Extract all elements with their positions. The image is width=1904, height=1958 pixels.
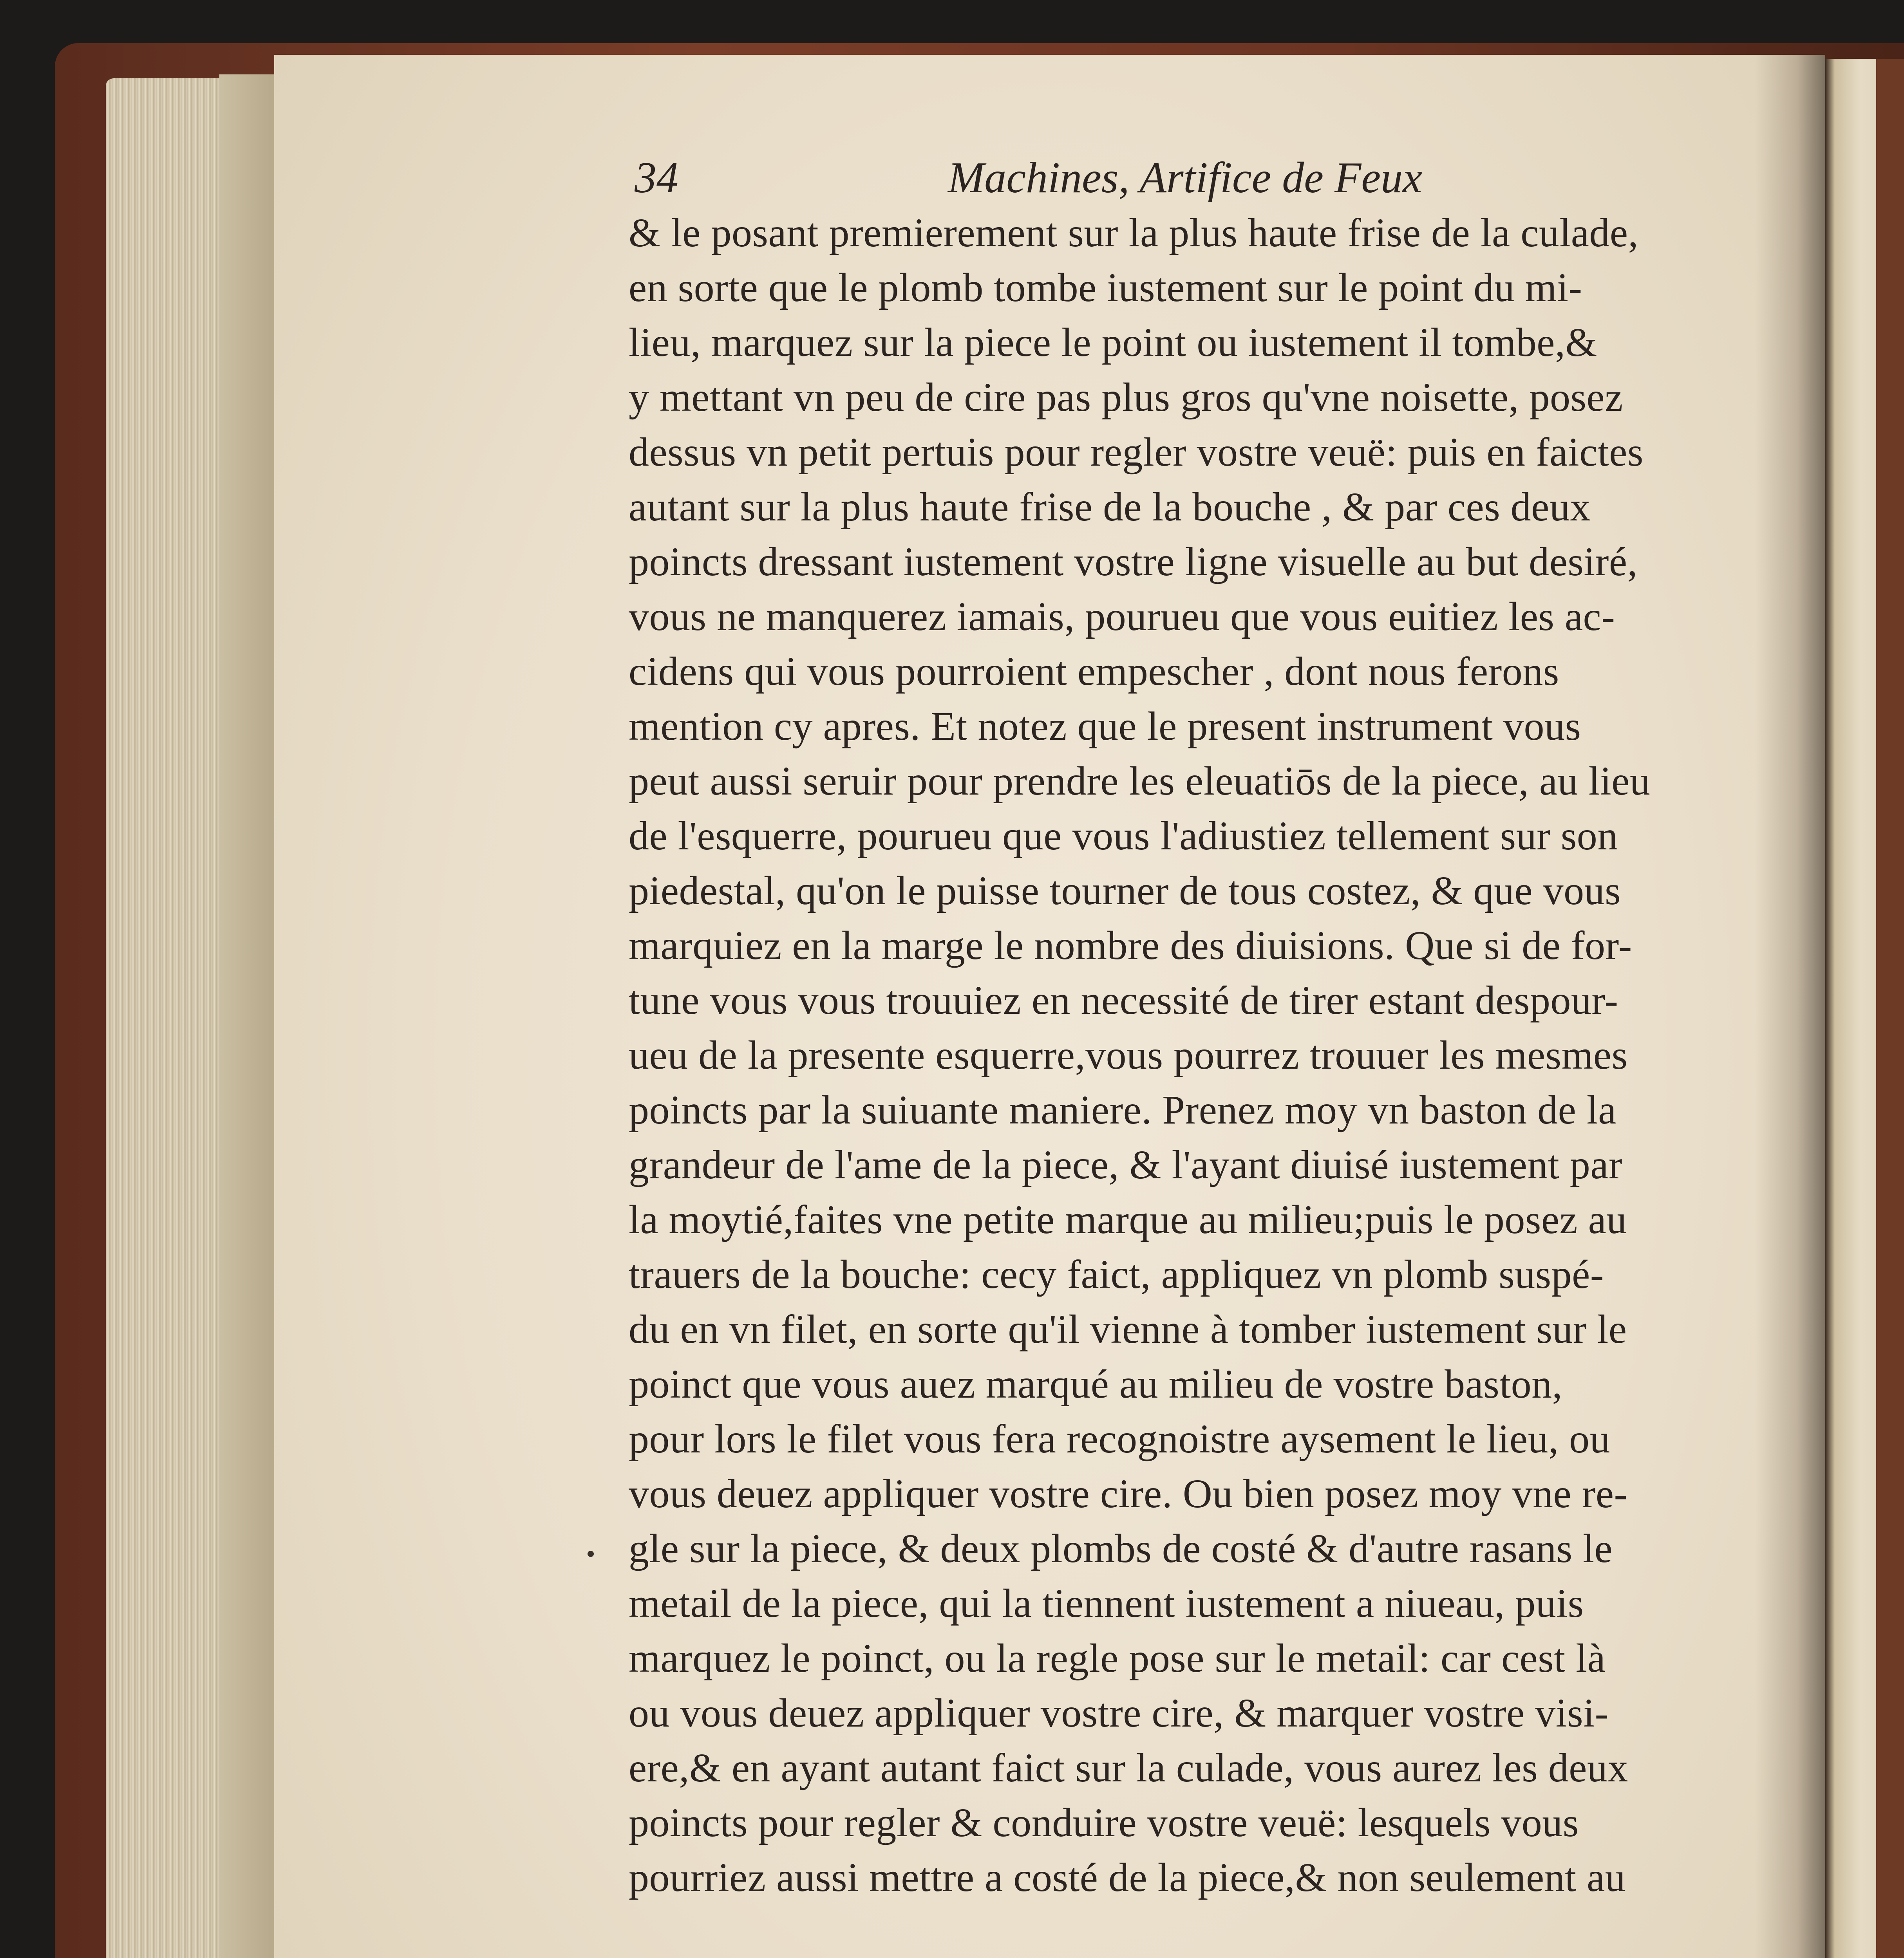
text-line: vous deuez appliquer vostre cire. Ou bien posez moy vne re- xyxy=(629,1471,1628,1516)
text-line: du en vn filet, en sorte qu'il vienne à tomber iustement sur le xyxy=(629,1307,1627,1352)
text-line: ou vous deuez appliquer vostre cire, & marquer vostre visi- xyxy=(629,1691,1609,1736)
text-line: mention cy apres. Et notez que le present instrument vous xyxy=(629,704,1581,749)
text-line: cidens qui vous pourroient empescher , dont nous ferons xyxy=(629,649,1559,694)
text-line: marquez le poinct, ou la regle pose sur le metail: car cest là xyxy=(629,1636,1606,1681)
text-line: de l'esquerre, pourueu que vous l'adiustiez tellement sur son xyxy=(629,813,1618,858)
text-line: vous ne manquerez iamais, pourueu que vous euitiez les ac- xyxy=(629,594,1615,639)
text-line: pourriez aussi mettre a costé de la piece,& non seulement au xyxy=(629,1855,1626,1900)
text-line: piedestal, qu'on le puisse tourner de tous costez, & que vous xyxy=(629,868,1621,913)
gutter-shadow xyxy=(1755,55,1825,1958)
page-edge-shadow xyxy=(219,74,282,1958)
right-binding-edge xyxy=(1876,59,1904,1958)
text-line: poincts pour regler & conduire vostre veuë: lesquels vous xyxy=(629,1800,1579,1845)
text-line: gle sur la piece, & deux plombs de costé & d'autre rasans le xyxy=(629,1526,1613,1571)
text-line: y mettant vn peu de cire pas plus gros qu'vne noisette, posez xyxy=(629,375,1623,420)
text-line: ueu de la presente esquerre,vous pourrez trouuer les mesmes xyxy=(629,1033,1628,1078)
text-line: en sorte que le plomb tombe iustement sur le point du mi- xyxy=(629,265,1582,310)
text-line: pour lors le filet vous fera recognoistre aysement le lieu, ou xyxy=(629,1416,1610,1461)
margin-mark xyxy=(588,1551,594,1557)
text-line: marquiez en la marge le nombre des diuisions. Que si de for- xyxy=(629,923,1632,968)
text-line: dessus vn petit pertuis pour regler vostre veuë: puis en faictes xyxy=(629,430,1644,475)
text-line: grandeur de l'ame de la piece, & l'ayant diuisé iustement par xyxy=(629,1142,1623,1187)
text-line: lieu, marquez sur la piece le point ou iustement il tombe,& xyxy=(629,320,1597,365)
running-head: Machines, Artifice de Feux xyxy=(948,154,1422,202)
text-line: tune vous vous trouuiez en necessité de tirer estant despour- xyxy=(629,978,1618,1023)
text-line: autant sur la plus haute frise de la bouche , & par ces deux xyxy=(629,484,1591,529)
text-line: poincts par la suiuante maniere. Prenez moy vn baston de la xyxy=(629,1087,1617,1133)
text-line: peut aussi seruir pour prendre les eleuatiōs de la piece, au lieu xyxy=(629,759,1651,804)
text-line: ere,& en ayant autant faict sur la culade, vous aurez les deux xyxy=(629,1745,1628,1790)
text-line: trauers de la bouche: cecy faict, appliquez vn plomb suspé- xyxy=(629,1252,1604,1297)
text-line: & le posant premierement sur la plus haute frise de la culade, xyxy=(629,210,1639,255)
page-number: 34 xyxy=(635,154,678,202)
text-line: la moytié,faites vne petite marque au milieu;puis le posez au xyxy=(629,1197,1627,1242)
text-line: poincts dressant iustement vostre ligne visuelle au but desiré, xyxy=(629,539,1638,584)
text-line: poinct que vous auez marqué au milieu de vostre baston, xyxy=(629,1362,1563,1407)
page-header xyxy=(635,153,1457,211)
text-line: metail de la piece, qui la tiennent iustement a niueau, puis xyxy=(629,1581,1584,1626)
